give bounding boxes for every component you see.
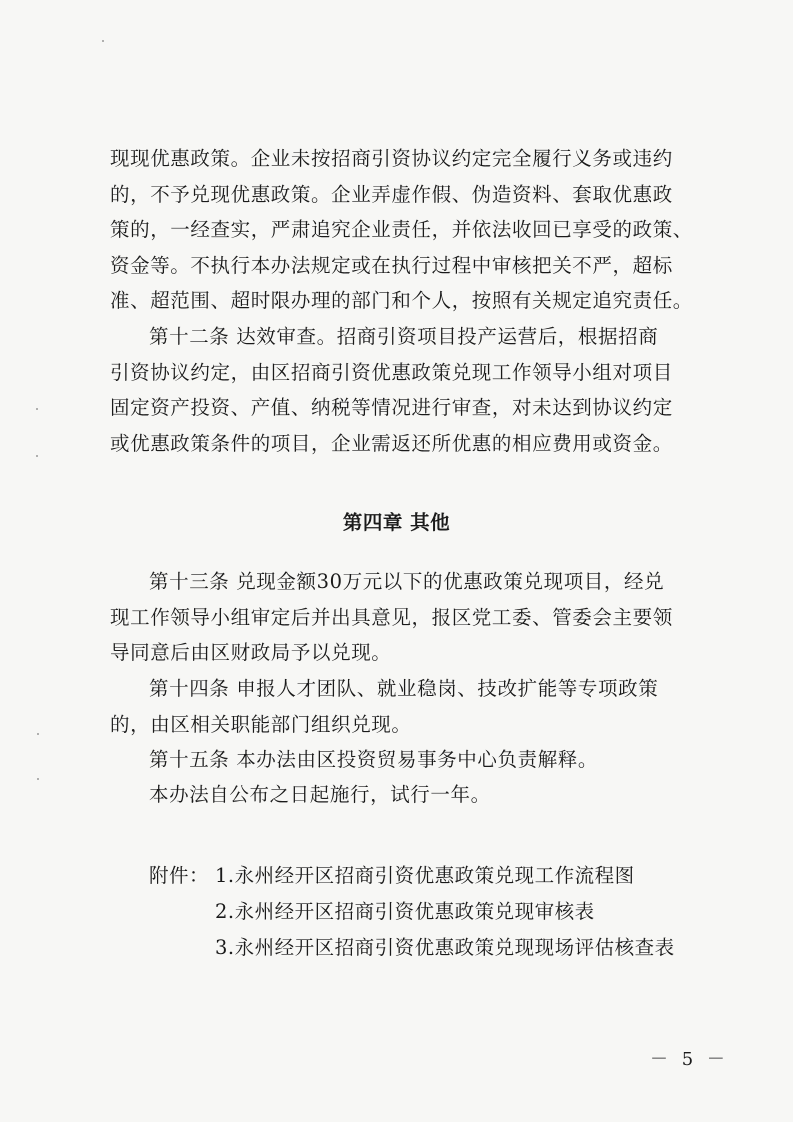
paragraph-effective-date: [110, 777, 710, 813]
text-line: 引资协议约定，由区招商引资优惠政策兑现工作领导小组对项目: [110, 360, 673, 384]
scan-speck: [37, 778, 39, 780]
text-line: 或优惠政策条件的项目，企业需返还所优惠的相应费用或资金。: [110, 431, 673, 455]
scan-speck: [36, 408, 38, 410]
text-line: 导同意后由区财政局予以兑现。: [110, 641, 392, 664]
scan-speck: [37, 733, 39, 735]
attachment-item: 3.永州经开区招商引资优惠政策兑现现场评估核查表: [215, 936, 675, 959]
paragraph-article-13: [110, 564, 710, 671]
text-line: 固定资产投资、产值、纳税等情况进行审查，对未达到协议约定: [110, 396, 673, 419]
attachment-item: 1.永州经开区招商引资优惠政策兑现工作流程图: [215, 864, 635, 887]
paragraph-liability: [110, 141, 710, 319]
text-line: 策的，一经查实，严肃追究企业责任，并依法收回已享受的政策、: [110, 218, 693, 241]
text-line: 现现优惠政策。企业未按招商引资协议约定完全履行义务或违约: [110, 147, 673, 170]
page-number: － 5 －: [650, 1049, 729, 1070]
attachments-label: 附件：: [149, 864, 210, 887]
attachment-item: 2.永州经开区招商引资优惠政策兑现审核表: [215, 900, 595, 923]
paragraph-article-14: [110, 671, 710, 742]
text-line: 第十五条 本办法由区投资贸易事务中心负责解释。: [149, 748, 598, 771]
text-line: 第十四条 申报人才团队、就业稳岗、技改扩能等专项政策: [149, 677, 659, 700]
scan-speck: [36, 455, 38, 457]
text-line: 准、超范围、超时限办理的部门和个人，按照有关规定追究责任。: [110, 289, 693, 312]
text-line: 的，不予兑现优惠政策。企业弄虚作假、伪造资料、套取优惠政: [110, 182, 673, 206]
text-line: 第十三条 兑现金额30万元以下的优惠政策兑现项目，经兑: [149, 570, 665, 593]
text-line: 的，由区相关职能部门组织兑现。: [110, 712, 412, 736]
chapter-heading: 第四章 其他: [342, 511, 451, 534]
text-line: 第十二条 达效审查。招商引资项目投产运营后，根据招商: [149, 325, 659, 348]
text-line: 资金等。不执行本办法规定或在执行过程中审核把关不严，超标: [110, 253, 673, 277]
paragraph-article-15: [110, 742, 710, 778]
text-line: 现工作领导小组审定后并出具意见，报区党工委、管委会主要领: [110, 605, 673, 629]
scan-speck: [102, 40, 104, 42]
text-line: 本办法自公布之日起施行，试行一年。: [149, 783, 491, 806]
paragraph-article-12: [110, 319, 710, 461]
